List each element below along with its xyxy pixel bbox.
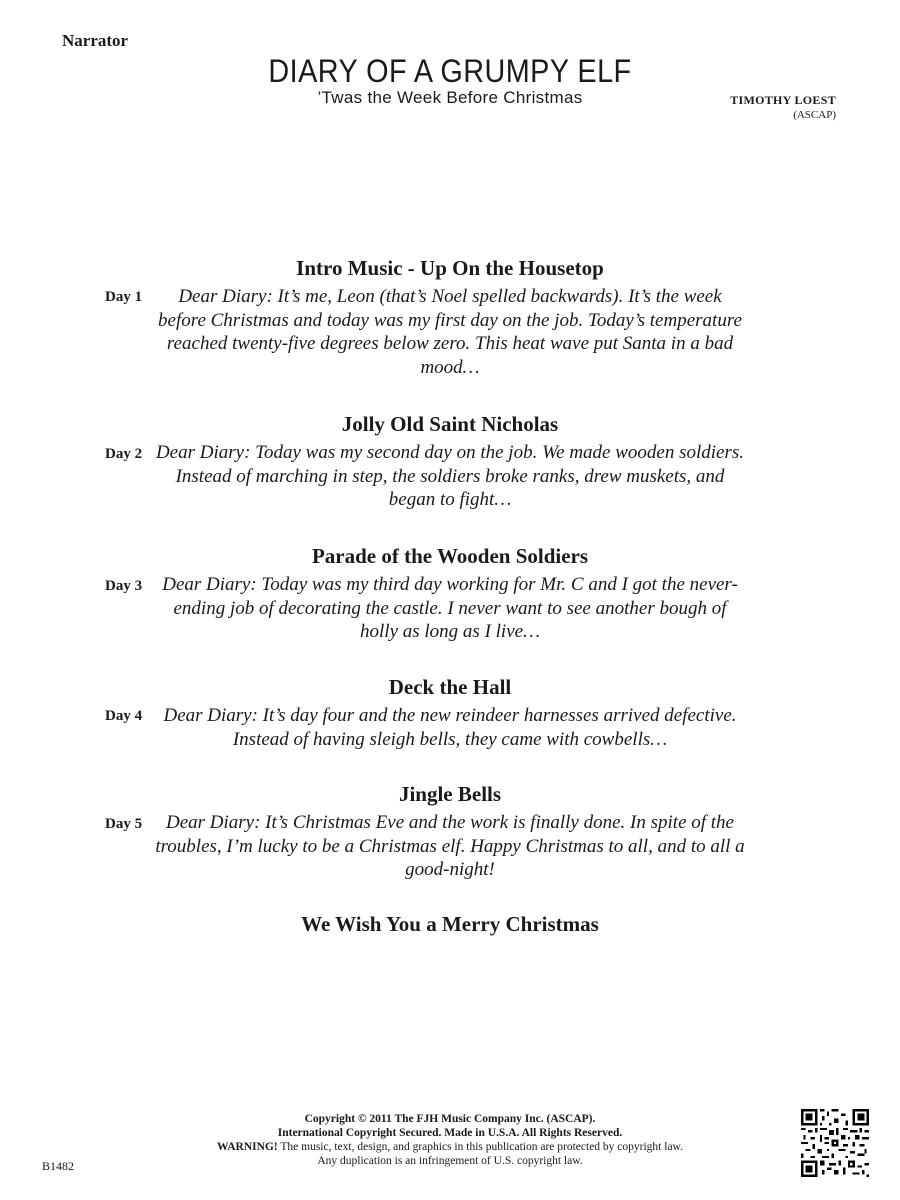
finale-song-title: We Wish You a Merry Christmas: [301, 912, 599, 936]
rights-line: International Copyright Secured. Made in U.S.A. All Rights Reserved.: [277, 1127, 623, 1139]
qr-code-icon: [801, 1109, 869, 1177]
diary-entry: Dear Diary: It’s Christmas Eve and the work is finally done. In spite of the troubles, I’m lucky to be a Christmas elf. Happy Christmas to all, and to all a good-night!: [155, 812, 745, 880]
copyright-line: Copyright © 2011 The FJH Music Company Inc. (ASCAP).: [304, 1113, 596, 1125]
day-label: Day 2: [105, 446, 143, 462]
song-title: Jingle Bells: [398, 782, 502, 806]
diary-entry: Dear Diary: Today was my third day working for Mr. C and I got the never-ending job of decorating the castle. I never want to see another bough of holly as long as I live…: [162, 574, 738, 642]
diary-entry: Dear Diary: Today was my second day on the job. We made wooden soldiers. Instead of marching in step, the soldiers broke ranks, drew muskets, and began to fight…: [155, 442, 745, 510]
day-label: Day 5: [105, 816, 143, 832]
diary-entry: Dear Diary: It’s me, Leon (that’s Noel spelled backwards). It’s the week before Christmas and today was my first day on the job. Today’s temperature reached twenty-five degrees below zero. This heat wave put Santa in a bad mood…: [158, 286, 742, 378]
warning-line: [150, 1140, 750, 1154]
composer-name: TIMOTHY LOEST: [730, 93, 836, 107]
day-label: Day 3: [105, 578, 143, 594]
diary-entry: Dear Diary: It’s day four and the new reindeer harnesses arrived defective. Instead of having sleigh bells, they came with cowbells…: [163, 705, 737, 750]
part-label: Narrator: [62, 31, 129, 50]
song-title: Parade of the Wooden Soldiers: [311, 544, 589, 568]
song-title: Jolly Old Saint Nicholas: [341, 412, 559, 436]
song-title: Intro Music - Up On the Housetop: [296, 256, 604, 280]
song-title: Deck the Hall: [388, 675, 512, 699]
warning-text: The music, text, design, and graphics in this publication are protected by copyright law.: [277, 1141, 683, 1153]
page-subtitle: ’Twas the Week Before Christmas: [317, 88, 583, 107]
copyright-notice: [150, 1112, 750, 1168]
page-title: DIARY OF A GRUMPY ELF: [268, 53, 632, 89]
warning-label: WARNING!: [217, 1141, 278, 1153]
day-label: Day 1: [105, 289, 143, 305]
composer-society: (ASCAP): [793, 109, 836, 121]
catalog-number: B1482: [42, 1159, 75, 1173]
duplication-line: Any duplication is an infringement of U.S. copyright law.: [317, 1155, 583, 1167]
day-label: Day 4: [105, 708, 143, 724]
